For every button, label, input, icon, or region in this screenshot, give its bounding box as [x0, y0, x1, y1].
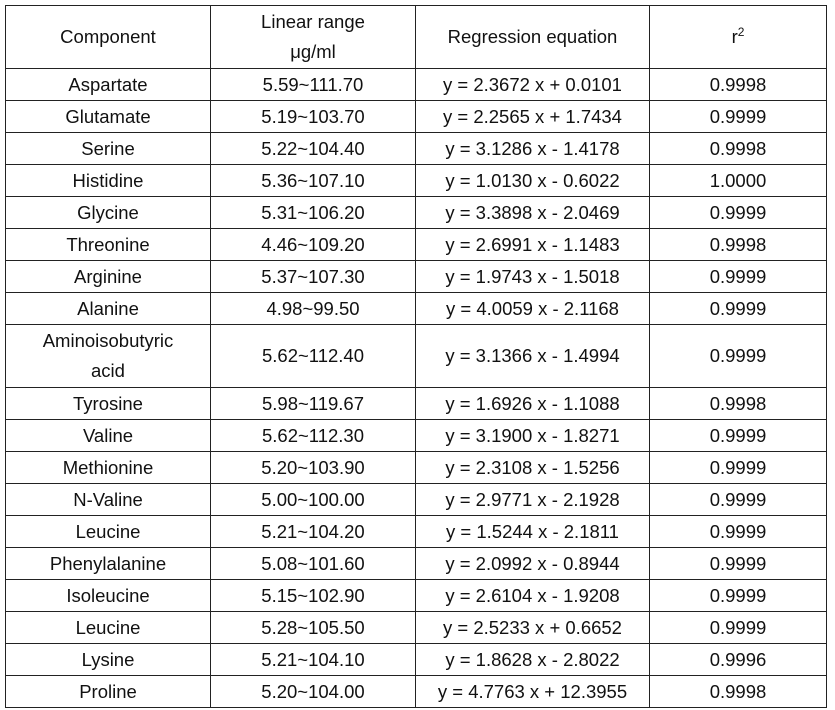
table-row	[6, 580, 827, 612]
header-regression-equation: Regression equation	[416, 6, 650, 69]
cell-component: Phenylalanine	[6, 548, 211, 580]
cell-component: Glutamate	[6, 101, 211, 133]
cell-linear-range: 4.46~109.20	[211, 229, 416, 261]
table-row	[6, 644, 827, 676]
cell-r-squared: 0.9999	[650, 325, 827, 388]
cell-regression-equation: y = 4.7763 x + 12.3955	[416, 676, 650, 708]
cell-linear-range: 5.62~112.40	[211, 325, 416, 388]
cell-regression-equation: y = 3.1366 x - 1.4994	[416, 325, 650, 388]
cell-linear-range: 5.28~105.50	[211, 612, 416, 644]
cell-r-squared: 0.9998	[650, 133, 827, 165]
table-row	[6, 325, 827, 388]
cell-component: Alanine	[6, 293, 211, 325]
header-r-squared	[650, 6, 827, 69]
cell-component: Leucine	[6, 516, 211, 548]
cell-linear-range: 5.36~107.10	[211, 165, 416, 197]
cell-component: Arginine	[6, 261, 211, 293]
cell-regression-equation: y = 3.3898 x - 2.0469	[416, 197, 650, 229]
cell-component: Lysine	[6, 644, 211, 676]
cell-r-squared: 0.9998	[650, 676, 827, 708]
cell-r-squared: 0.9999	[650, 548, 827, 580]
cell-linear-range: 5.98~119.67	[211, 388, 416, 420]
header-linear-range	[211, 6, 416, 69]
cell-linear-range: 5.19~103.70	[211, 101, 416, 133]
cell-regression-equation: y = 1.8628 x - 2.8022	[416, 644, 650, 676]
cell-regression-equation: y = 2.6104 x - 1.9208	[416, 580, 650, 612]
cell-regression-equation: y = 4.0059 x - 2.1168	[416, 293, 650, 325]
cell-r-squared: 0.9998	[650, 388, 827, 420]
cell-component: Tyrosine	[6, 388, 211, 420]
table-row	[6, 452, 827, 484]
table-row	[6, 101, 827, 133]
cell-linear-range: 5.21~104.20	[211, 516, 416, 548]
header-range-label: Linear range	[261, 11, 365, 32]
cell-linear-range: 4.98~99.50	[211, 293, 416, 325]
cell-r-squared: 0.9998	[650, 229, 827, 261]
cell-linear-range: 5.20~103.90	[211, 452, 416, 484]
cell-linear-range: 5.00~100.00	[211, 484, 416, 516]
table-row	[6, 69, 827, 101]
cell-r-squared: 0.9999	[650, 293, 827, 325]
cell-component: Valine	[6, 420, 211, 452]
cell-component: Proline	[6, 676, 211, 708]
cell-regression-equation: y = 1.0130 x - 0.6022	[416, 165, 650, 197]
cell-regression-equation: y = 2.3672 x + 0.0101	[416, 69, 650, 101]
cell-component: Aspartate	[6, 69, 211, 101]
cell-regression-equation: y = 1.9743 x - 1.5018	[416, 261, 650, 293]
cell-regression-equation: y = 2.6991 x - 1.1483	[416, 229, 650, 261]
cell-r-squared: 0.9999	[650, 101, 827, 133]
table-row	[6, 293, 827, 325]
cell-component: Isoleucine	[6, 580, 211, 612]
cell-r-squared: 1.0000	[650, 165, 827, 197]
cell-linear-range: 5.20~104.00	[211, 676, 416, 708]
cell-component: Leucine	[6, 612, 211, 644]
cell-linear-range: 5.08~101.60	[211, 548, 416, 580]
header-r-superscript: 2	[737, 25, 745, 39]
header-row	[6, 6, 827, 69]
cell-r-squared: 0.9999	[650, 516, 827, 548]
cell-r-squared: 0.9999	[650, 452, 827, 484]
cell-linear-range: 5.62~112.30	[211, 420, 416, 452]
table-row	[6, 484, 827, 516]
cell-component: Glycine	[6, 197, 211, 229]
table-row	[6, 516, 827, 548]
cell-regression-equation: y = 2.2565 x + 1.7434	[416, 101, 650, 133]
cell-regression-equation: y = 3.1286 x - 1.4178	[416, 133, 650, 165]
cell-r-squared: 0.9999	[650, 197, 827, 229]
cell-linear-range: 5.37~107.30	[211, 261, 416, 293]
cell-linear-range: 5.59~111.70	[211, 69, 416, 101]
cell-component: Histidine	[6, 165, 211, 197]
cell-regression-equation: y = 3.1900 x - 1.8271	[416, 420, 650, 452]
cell-r-squared: 0.9999	[650, 580, 827, 612]
table-row	[6, 165, 827, 197]
calibration-table	[5, 5, 827, 708]
table-row	[6, 229, 827, 261]
cell-component: Methionine	[6, 452, 211, 484]
cell-component: Threonine	[6, 229, 211, 261]
cell-linear-range: 5.31~106.20	[211, 197, 416, 229]
table-row	[6, 133, 827, 165]
table-row	[6, 261, 827, 293]
cell-r-squared: 0.9996	[650, 644, 827, 676]
cell-regression-equation: y = 2.5233 x + 0.6652	[416, 612, 650, 644]
cell-linear-range: 5.15~102.90	[211, 580, 416, 612]
header-range-unit: μg/ml	[290, 41, 336, 62]
table-row	[6, 420, 827, 452]
cell-r-squared: 0.9999	[650, 261, 827, 293]
cell-r-squared: 0.9999	[650, 484, 827, 516]
cell-regression-equation: y = 2.9771 x - 2.1928	[416, 484, 650, 516]
header-component: Component	[6, 6, 211, 69]
cell-r-squared: 0.9998	[650, 69, 827, 101]
cell-regression-equation: y = 2.0992 x - 0.8944	[416, 548, 650, 580]
cell-component: N-Valine	[6, 484, 211, 516]
table-row	[6, 388, 827, 420]
cell-component: Serine	[6, 133, 211, 165]
cell-r-squared: 0.9999	[650, 612, 827, 644]
table-row	[6, 197, 827, 229]
cell-regression-equation: y = 1.5244 x - 2.1811	[416, 516, 650, 548]
cell-linear-range: 5.22~104.40	[211, 133, 416, 165]
cell-linear-range: 5.21~104.10	[211, 644, 416, 676]
header-r-label: r	[731, 26, 738, 47]
cell-r-squared: 0.9999	[650, 420, 827, 452]
cell-regression-equation: y = 1.6926 x - 1.1088	[416, 388, 650, 420]
table-row	[6, 676, 827, 708]
cell-component: Aminoisobutyric acid	[6, 325, 211, 388]
table-row	[6, 612, 827, 644]
cell-regression-equation: y = 2.3108 x - 1.5256	[416, 452, 650, 484]
table-row	[6, 548, 827, 580]
